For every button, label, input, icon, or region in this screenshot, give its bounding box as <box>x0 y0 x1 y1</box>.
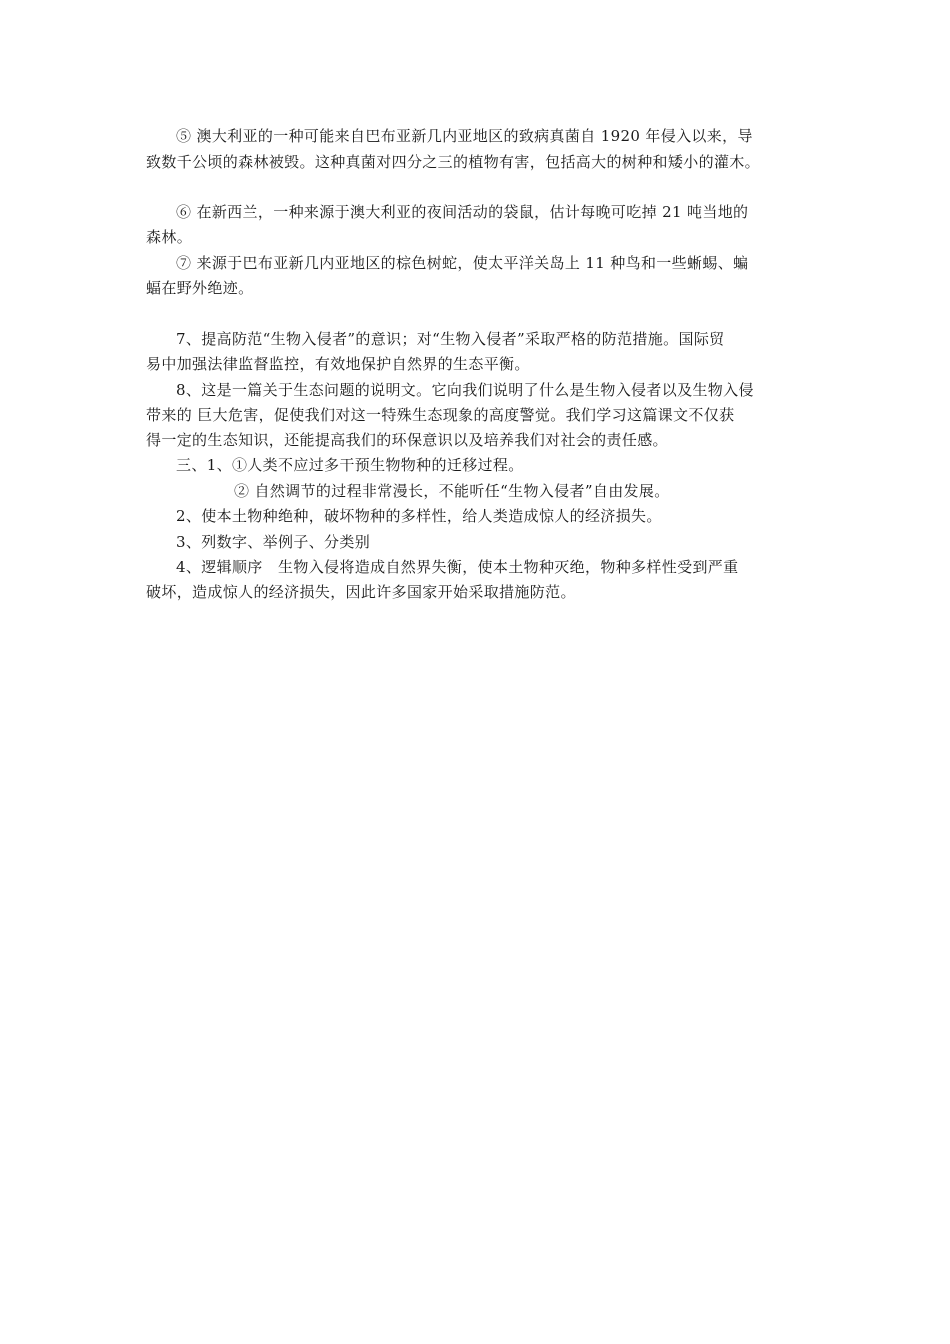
text-line: 蝠在野外绝迹。 <box>146 279 254 297</box>
text-line: 7、提高防范“生物入侵者”的意识；对“生物入侵者”采取严格的防范措施。国际贸 <box>176 330 725 348</box>
text-line: 8、这是一篇关于生态问题的说明文。它向我们说明了什么是生物入侵者以及生物入侵 <box>176 381 754 399</box>
text-line: 易中加强法律监督监控，有效地保护自然界的生态平衡。 <box>146 355 530 373</box>
text-line: ⑦ 来源于巴布亚新几内亚地区的棕色树蛇，使太平洋关岛上 11 种鸟和一些蜥蜴、蝙 <box>176 254 749 272</box>
text-line: ⑤ 澳大利亚的一种可能来自巴布亚新几内亚地区的致病真菌自 1920 年侵入以来，导 <box>176 127 753 145</box>
text-line: ⑥ 在新西兰，一种来源于澳大利亚的夜间活动的袋鼠，估计每晚可吃掉 21 吨当地的 <box>176 203 749 221</box>
text-line: 致数千公顷的森林被毁。这种真菌对四分之三的植物有害，包括高大的树种和矮小的灌木。 <box>146 153 761 171</box>
text-line: 3、列数字、举例子、分类别 <box>176 533 371 551</box>
text-line: 得一定的生态知识，还能提高我们的环保意识以及培养我们对社会的责任感。 <box>146 431 668 449</box>
text-line: 4、逻辑顺序 生物入侵将造成自然界失衡，使本土物种灭绝，物种多样性受到严重 <box>176 558 739 576</box>
text-line: 三、1、①人类不应过多干预生物物种的迁移过程。 <box>176 456 524 474</box>
text-line: 带来的 巨大危害，促使我们对这一特殊生态现象的高度警觉。我们学习这篇课文不仅获 <box>146 406 735 424</box>
text-line: ② 自然调节的过程非常漫长，不能听任“生物入侵者”自由发展。 <box>234 482 670 500</box>
text-line: 2、使本土物种绝种，破坏物种的多样性，给人类造成惊人的经济损失。 <box>176 507 662 525</box>
text-line: 破坏，造成惊人的经济损失，因此许多国家开始采取措施防范。 <box>146 583 576 601</box>
text-line: 森林。 <box>146 228 193 246</box>
